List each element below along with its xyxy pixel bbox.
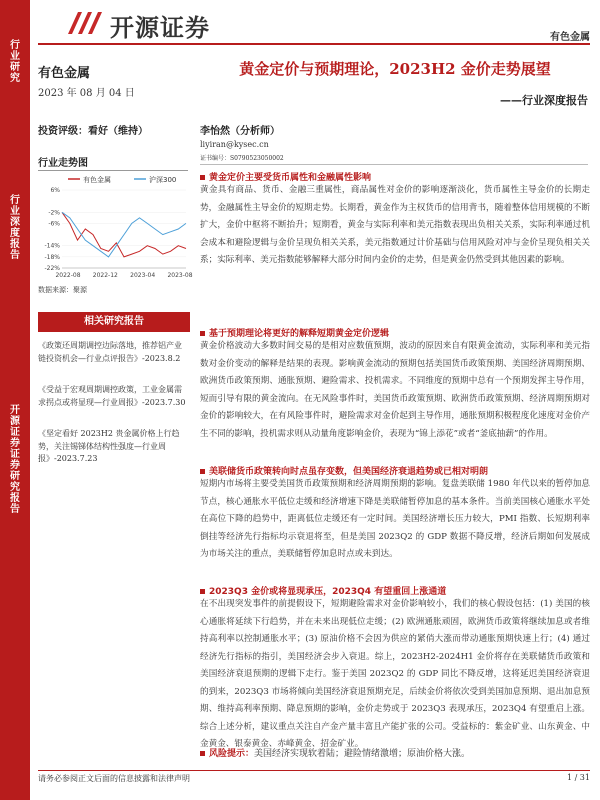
section-heading-3: 美联储货币政策转向时点虽存变数，但美国经济衰退趋势或已相对明朗 — [200, 464, 590, 477]
series-line — [62, 212, 186, 257]
section-body-3: 短期内市场将主要受美国货币政策预期和经济周期预期的影响。复盘美联储 1980 年代以来的暂停加息节点，核心通胀水平低位走缓和经济增速下降是美联储暂停加息的基本条件。当前美国核心通胀水平处在高位下降的趋势中，距离低位走缓还有一定时间。美国经济增长压力较大，PMI 指数、长短期利率倒挂等经济先行指标均示衰退将至，但是美国 2023Q2 的 GDP 数据不降反增，经济后期如何发展成为市场关注的重点，美联储暂停加息时点或未到达。 — [200, 479, 590, 559]
section-heading-1: 黄金定价主要受货币属性和金融属性影响 — [200, 170, 590, 183]
related-reports-header: 相关研究报告 — [38, 312, 190, 332]
analyst-cert: 证书编号：S0790523050002 — [200, 155, 284, 162]
bullet-icon — [200, 469, 205, 474]
brand-logo — [64, 8, 244, 42]
industry-name: 有色金属 — [38, 66, 91, 81]
y-tick-label: -6% — [48, 220, 60, 228]
side-strip — [0, 0, 30, 800]
legend-label: 沪深300 — [149, 176, 177, 184]
report-subtitle: ——行业深度报告 — [500, 94, 588, 107]
chart-source: 数据来源：聚源 — [38, 286, 87, 294]
analyst-rule — [200, 164, 588, 165]
footer-disclaimer: 请务必参阅正文后面的信息披露和法律声明 — [38, 774, 190, 783]
related-report-3[interactable]: 《坚定看好 2023H2 贵金属价格上行趋势，关注锡锑体结构性强度—行业周报》-2023.7.23 — [38, 429, 180, 463]
related-report-2[interactable]: 《受益于宏观周期调控政策，工业金属需求拐点或将显现—行业周报》-2023.7.30 — [38, 385, 186, 407]
y-tick-label: -14% — [44, 242, 60, 250]
x-tick-label: 2023-08 — [167, 272, 193, 279]
x-tick-label: 2022-08 — [55, 272, 81, 279]
bullet-icon — [200, 331, 205, 336]
trend-chart — [38, 172, 193, 284]
risk-heading: 风险提示：美国经济实现软着陆；避险情绪激增；原油价格大涨。 — [200, 746, 470, 759]
section-body-4: 在不出现突发事件的前提假设下，短期避险需求对金价影响较小，我们的核心假设包括：(1) 美国的核心通胀将延续下行趋势，并在未来出现低位走缓；(2) 欧洲通胀顽固，欧洲货币政策将继续加息或者维持高利率以控制通胀水平；(3) 原油价格不会因为供应的紧俏大涨而带动通胀预期快速上行；(4) 通过经济先行指标的指引，美国经济会步入衰退。综上，2023H2-2024H1 金价将存在美联储货币政策和美国经济衰退预期的逻辑下走行。鉴于美国 2023Q2 的 GDP 同比不降反增，这将延迟美国经济衰退的到来，2023Q3 市场将倾向美国经济衰退预期充足，后续金价将依次受到美国加息预期、退出加息预期、维持高利率预期、降息预期的影响，金价走势或于 2023Q3 表现承压，2023Q4 有望重启上涨。综合上述分析，建议重点关注自产金产量丰富且产能扩张的公司。受益标的：紫金矿业、山东黄金、中金黄金、银泰黄金、赤峰黄金、招金矿业。 — [200, 599, 590, 749]
x-tick-label: 2023-04 — [130, 272, 156, 279]
trend-rule — [38, 170, 188, 171]
legend-label: 有色金属 — [83, 176, 111, 184]
header-industry-tag: 有色金属 — [550, 32, 590, 43]
report-date: 2023 年 08 月 04 日 — [38, 88, 135, 99]
related-report-1[interactable]: 《政策还周期调控边际落地，推荐铝产业链投资机会—行业点评报告》-2023.8.2 — [38, 341, 182, 363]
analyst-email[interactable]: liyiran@kysec.cn — [200, 140, 269, 149]
strip-label-middle: 行业深度报告 — [10, 195, 20, 261]
section-heading-2: 基于预期理论将更好的解释短期黄金定价逻辑 — [200, 326, 590, 339]
y-tick-label: -22% — [44, 265, 60, 272]
trend-chart-title: 行业走势图 — [38, 158, 88, 169]
strip-label-bottom: 开源证券 证券研究报告 — [10, 405, 20, 515]
page-number: 1 / 31 — [566, 773, 590, 782]
risk-body: 美国经济实现软着陆；避险情绪激增；原油价格大涨。 — [254, 749, 471, 759]
bullet-icon — [200, 589, 205, 594]
footer-rule — [38, 770, 590, 771]
brand-name: 开源证券 — [110, 14, 210, 42]
section-body-1: 黄金具有商品、货币、金融三重属性，商品属性对金价的影响逐渐淡化，货币属性主导金价的长期走势，金融属性主导金价的短期走势。长期看，黄金作为主权货币的信用背书，随着整体信用规模的不断扩大，金价中枢将不断抬升；短期看，黄金与实际利率和美元指数表现出负相关关系，实际利率通过机会成本和避险逻辑与金价呈现负相关关系，美元指数通过计价基础与信用风险对冲与金价呈现负相关关系；实际利率、美元指数能够解释大部分时间内金价的走势，但是黄金仍然受到其他因素的影响。 — [200, 185, 590, 265]
section-heading-4: 2023Q3 金价或将显现承压，2023Q4 有望重回上涨通道 — [200, 584, 590, 597]
bullet-icon — [200, 751, 205, 756]
strip-label-top: 行业研究 — [10, 40, 20, 84]
y-tick-label: -2% — [48, 209, 60, 217]
logo-icon — [64, 8, 108, 38]
header-rule — [38, 43, 590, 45]
report-title: 黄金定价与预期理论，2023H2 金价走势展望 — [239, 60, 551, 78]
x-tick-label: 2022-12 — [92, 272, 118, 279]
bullet-icon — [200, 175, 205, 180]
y-tick-label: -18% — [44, 253, 60, 261]
investment-rating: 投资评级：看好（维持） — [38, 126, 148, 137]
section-body-2: 黄金价格波动大多数时间交易的是相对应数值预期，波动的原因来自有限黄金流动，实际利率和美元指数对金价变动的解释是结果的表现。影响黄金流动的预期包括美国货币政策预期、美国经济周期预期、欧洲货币政策预期、通胀预期、避险需求、投机需求。不同维度的预期中总有一个预期发挥主导作用，短而引导有限的黄金流向。在无风险事件时，美国货币政策预期、欧洲货币政策预期、经济周期预期对金价的影响较大，在有风险事件时，避险需求对金价起到主导作用，通胀预期积极程度化速度对金价产生不同的影响，投机需求则从动量角度影响金价，表现为“锦上添花”或者“釜底抽薪”的作用。 — [200, 341, 590, 439]
analyst-name: 李怡然（分析师） — [200, 126, 280, 137]
y-tick-label: 6% — [50, 187, 60, 194]
